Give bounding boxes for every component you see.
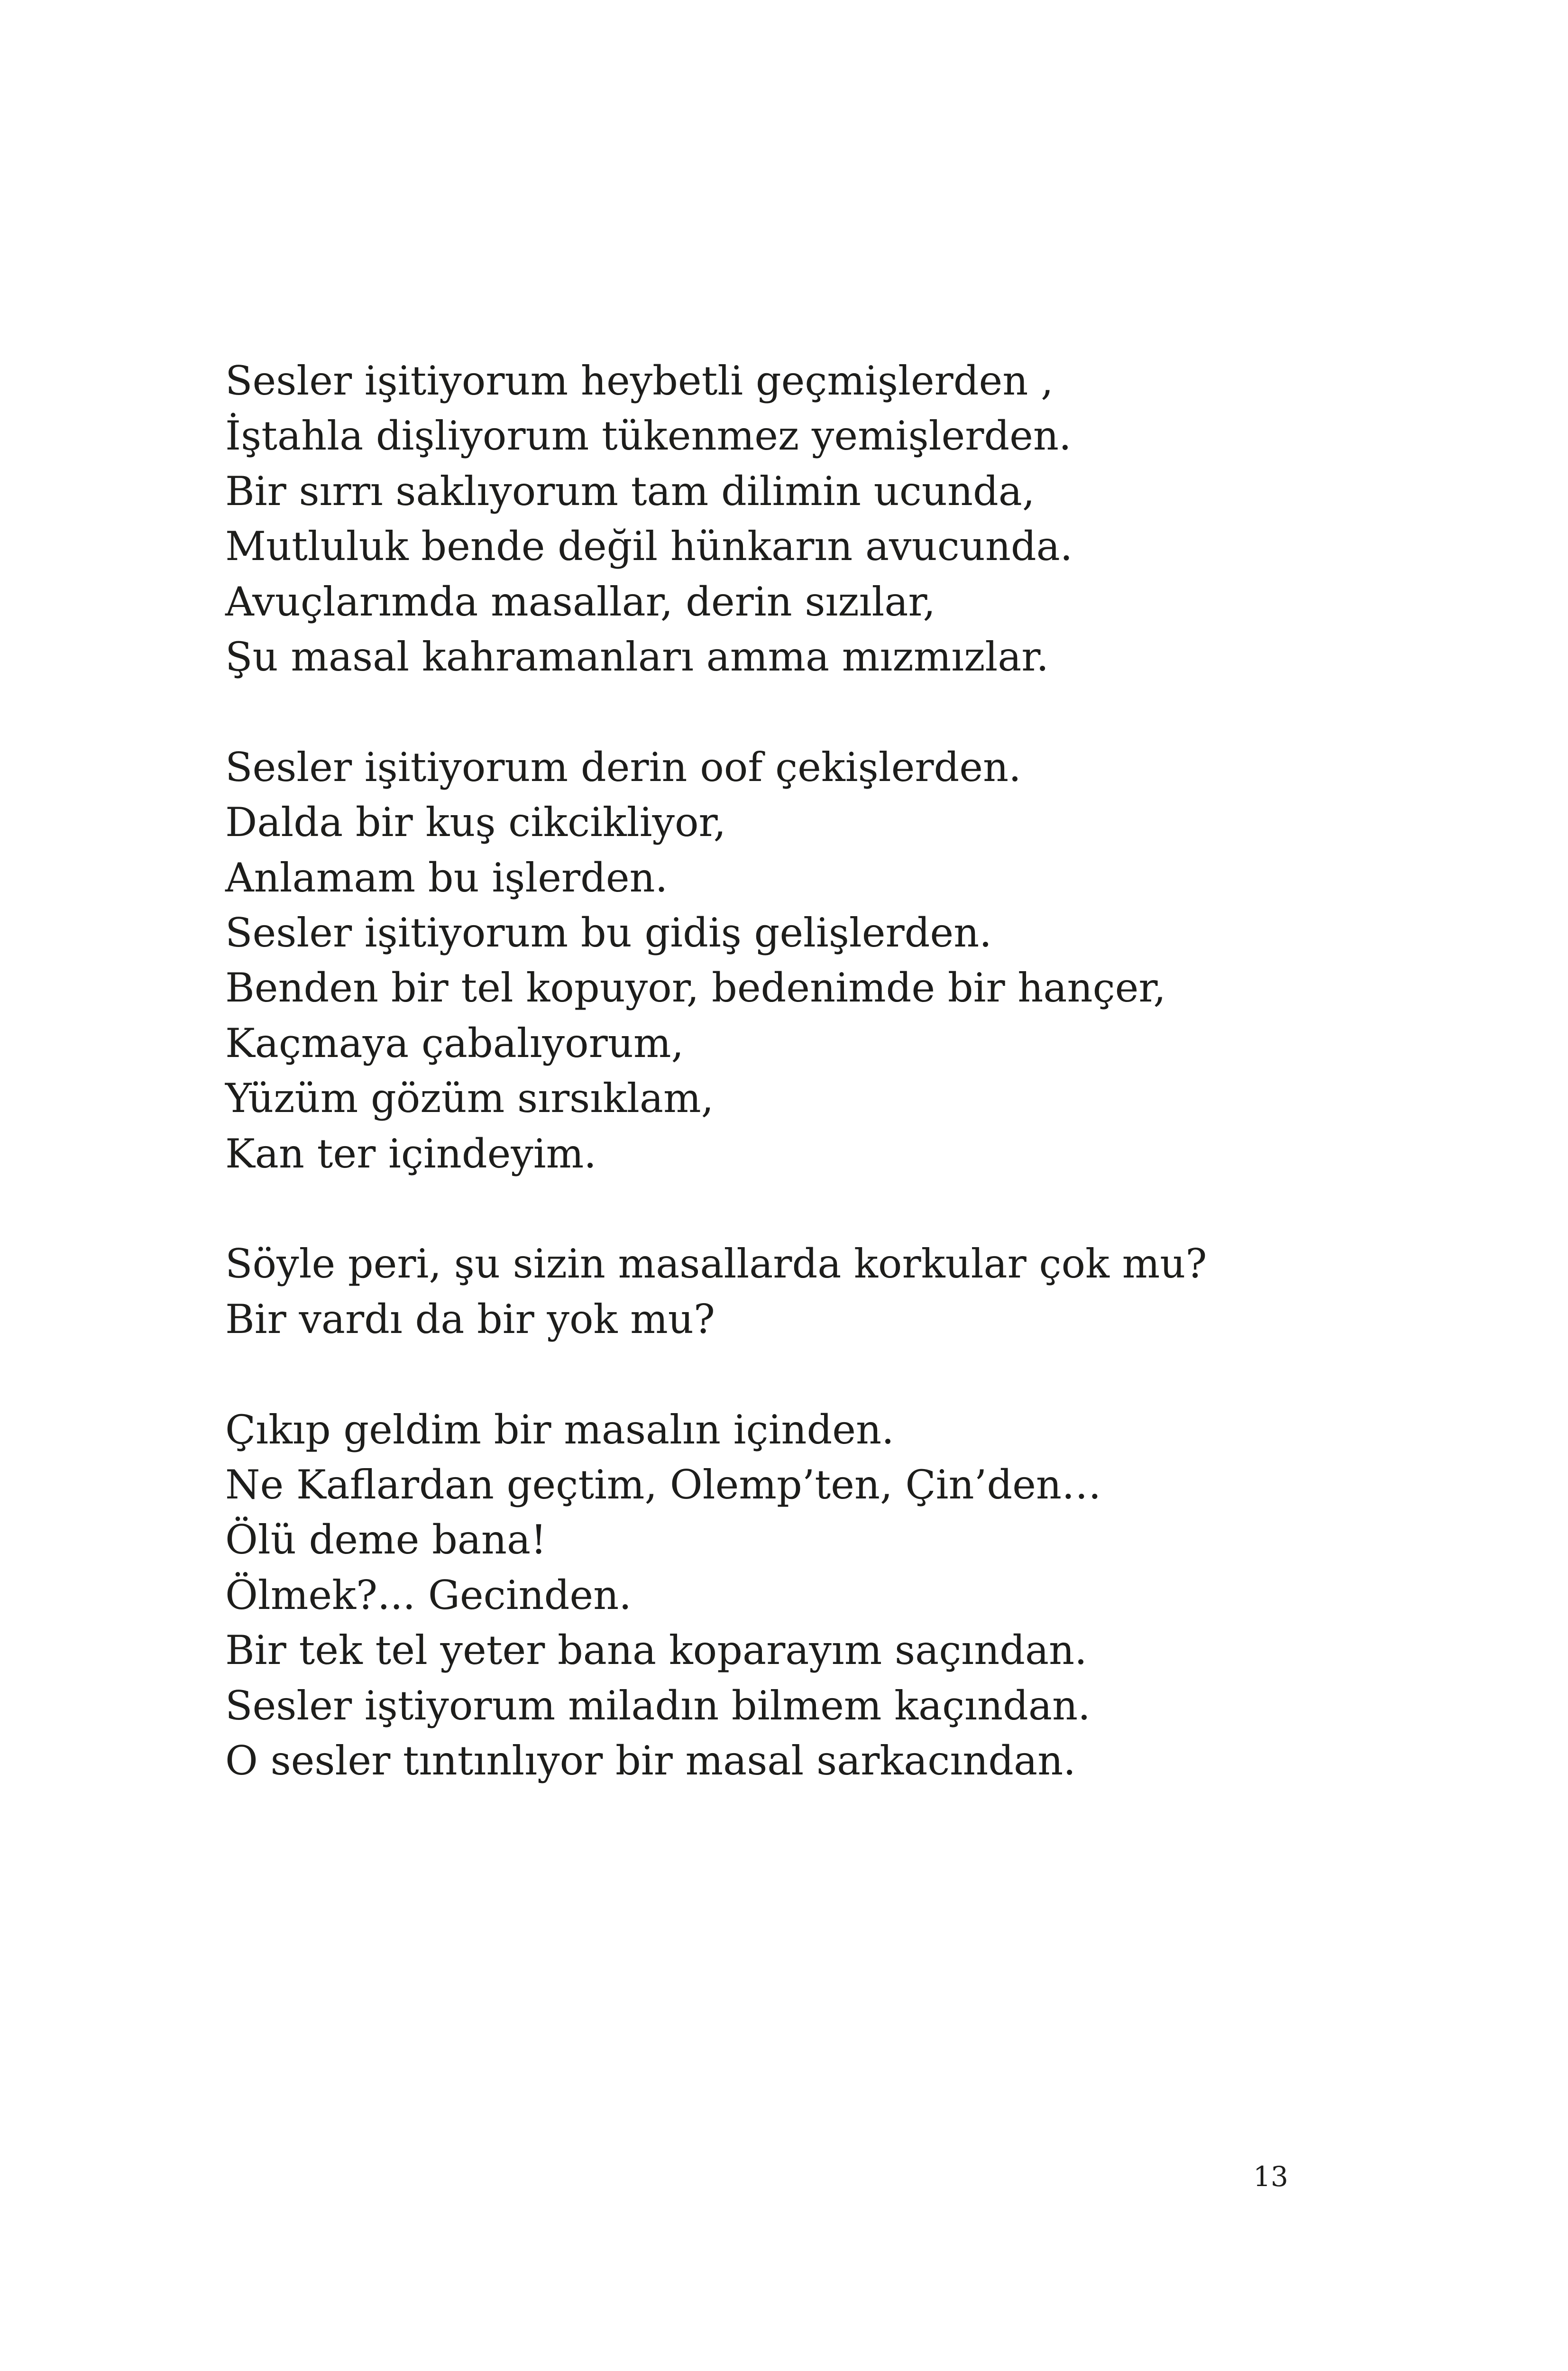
stanza-4	[225, 1402, 1363, 1789]
poem-line: İştahla dişliyorum tükenmez yemişlerden.	[225, 413, 1072, 459]
page-number: 13	[1253, 2160, 1288, 2193]
poem-line: Kaçmaya çabalıyorum,	[225, 1020, 684, 1066]
poem-line: Sesler işitiyorum heybetli geçmişlerden ,	[225, 358, 1054, 404]
poem-line: Dalda bir kuş cikcikliyor,	[225, 799, 726, 846]
poem-line: Ne Kaflardan geçtim, Olemp’ten, Çin’den…	[225, 1461, 1101, 1508]
poem-line: Bir vardı da bir yok mu?	[225, 1296, 715, 1342]
poem-line: Ölmek?... Gecinden.	[225, 1571, 632, 1618]
poem-line: Şu masal kahramanları amma mızmızlar.	[225, 634, 1049, 680]
poem-line: O sesler tıntınlıyor bir masal sarkacından.	[225, 1737, 1076, 1784]
stanza-break	[225, 1181, 1363, 1236]
poem-line: Sesler iştiyorum miladın bilmem kaçından.	[225, 1682, 1091, 1729]
poem-line: Söyle peri, şu sizin masallarda korkular çok mu?	[225, 1241, 1207, 1287]
stanza-3	[225, 1236, 1363, 1347]
poem-line: Mutluluk bende değil hünkarın avucunda.	[225, 523, 1073, 570]
poem-line: Anlamam bu işlerden.	[225, 854, 668, 901]
poem-line: Bir tek tel yeter bana koparayım saçından.	[225, 1627, 1087, 1674]
poem-line: Kan ter içindeyim.	[225, 1130, 596, 1177]
stanza-1	[225, 353, 1363, 684]
poem-line: Avuçlarımda masallar, derin sızılar,	[225, 578, 936, 625]
stanza-break	[225, 1347, 1363, 1402]
poem-line: Ölü deme bana!	[225, 1516, 547, 1563]
poem-line: Bir sırrı saklıyorum tam dilimin ucunda,	[225, 468, 1035, 515]
poem-line: Yüzüm gözüm sırsıklam,	[225, 1075, 714, 1122]
poem-body	[225, 353, 1363, 1789]
poem-line: Benden bir tel kopuyor, bedenimde bir hançer,	[225, 965, 1166, 1011]
poem-line: Sesler işitiyorum derin oof çekişlerden.	[225, 744, 1021, 790]
stanza-2	[225, 740, 1363, 1181]
stanza-break	[225, 684, 1363, 739]
poem-line: Sesler işitiyorum bu gidiş gelişlerden.	[225, 910, 992, 956]
poem-line: Çıkıp geldim bir masalın içinden.	[225, 1406, 894, 1453]
